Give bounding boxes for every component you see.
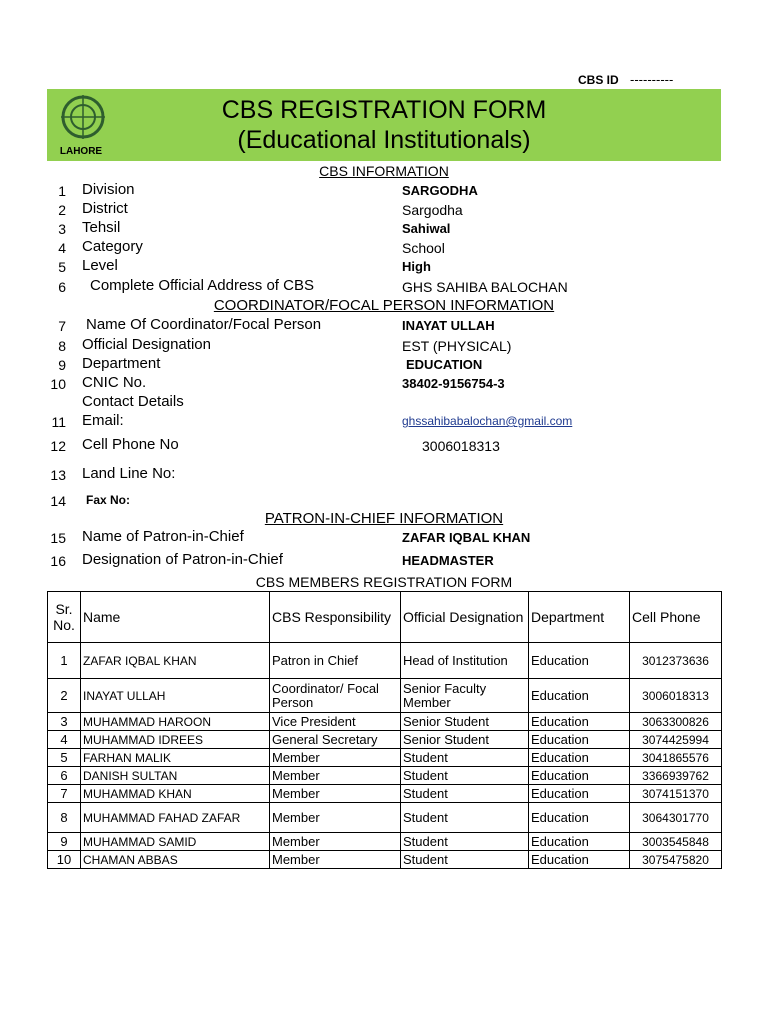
table-cell: MUHAMMAD FAHAD ZAFAR	[81, 803, 270, 833]
cbs-id-value: ----------	[630, 72, 674, 87]
field-label: Designation of Patron-in-Chief	[82, 551, 283, 568]
field-label: Fax No:	[86, 493, 131, 507]
table-cell: Education	[529, 713, 630, 731]
field-number: 7	[58, 318, 66, 334]
field-label: Contact Details	[82, 393, 184, 410]
table-header-row	[48, 592, 722, 643]
email-link[interactable]: ghssahibabalochan@gmail.com	[402, 414, 573, 428]
field-value: EDUCATION	[406, 357, 483, 372]
field-value: 38402-9156754-3	[402, 376, 505, 391]
table-cell: Student	[401, 803, 529, 833]
field-label: Name of Patron-in-Chief	[82, 528, 244, 545]
field-value: High	[402, 259, 431, 274]
table-row	[48, 803, 722, 833]
field-label: District	[82, 200, 128, 217]
field-number: 3	[58, 221, 66, 237]
section-coordinator: COORDINATOR/FOCAL PERSON INFORMATION	[213, 297, 555, 314]
form-title: CBS REGISTRATION FORM	[221, 96, 547, 124]
table-row	[48, 833, 722, 851]
table-row	[48, 713, 722, 731]
table-cell: Education	[529, 643, 630, 679]
cbs-id	[578, 72, 673, 87]
table-cell: 1	[48, 643, 81, 679]
field-number: 5	[58, 259, 66, 275]
table-header-cell: Department	[529, 592, 630, 643]
table-header-cell: Official Designation	[401, 592, 529, 643]
table-cell: 3012373636	[630, 643, 722, 679]
field-label: Complete Official Address of CBS	[90, 277, 314, 294]
table-cell: Senior Faculty Member	[401, 679, 529, 713]
field-number: 9	[58, 357, 66, 373]
header-band	[47, 89, 721, 161]
field-number: 8	[58, 338, 66, 354]
table-header-cell: Sr. No.	[48, 592, 81, 643]
table-cell: Education	[529, 679, 630, 713]
field-value: GHS SAHIBA BALOCHAN	[402, 279, 568, 295]
section-cbs-info: CBS INFORMATION	[319, 163, 449, 179]
table-cell: 3006018313	[630, 679, 722, 713]
field-number: 4	[58, 240, 66, 256]
table-cell: Education	[529, 749, 630, 767]
table-cell: Student	[401, 749, 529, 767]
table-cell: Student	[401, 833, 529, 851]
field-number: 10	[50, 376, 66, 392]
table-cell: Education	[529, 833, 630, 851]
table-cell: 3	[48, 713, 81, 731]
table-cell: Patron in Chief	[270, 643, 401, 679]
field-number: 6	[58, 279, 66, 295]
table-cell: 9	[48, 833, 81, 851]
field-label: CNIC No.	[82, 374, 147, 391]
field-number: 13	[50, 467, 66, 483]
table-cell: MUHAMMAD KHAN	[81, 785, 270, 803]
table-cell: Education	[529, 785, 630, 803]
field-value: SARGODHA	[402, 183, 478, 198]
field-value: School	[402, 240, 445, 256]
field-number: 11	[51, 414, 66, 430]
table-cell: 3063300826	[630, 713, 722, 731]
table-header-cell: Cell Phone	[630, 592, 722, 643]
table-cell: 6	[48, 767, 81, 785]
table-cell: CHAMAN ABBAS	[81, 851, 270, 869]
field-label: Email:	[82, 412, 124, 429]
table-cell: Member	[270, 785, 401, 803]
form-subtitle: (Educational Institutionals)	[237, 126, 531, 154]
table-cell: Education	[529, 731, 630, 749]
field-label: Division	[82, 181, 135, 198]
field-number: 12	[50, 438, 66, 454]
field-value: INAYAT ULLAH	[402, 318, 495, 333]
table-cell: Member	[270, 833, 401, 851]
table-cell: DANISH SULTAN	[81, 767, 270, 785]
table-cell: 3064301770	[630, 803, 722, 833]
table-cell: Head of Institution	[401, 643, 529, 679]
table-cell: MUHAMMAD IDREES	[81, 731, 270, 749]
table-cell: Senior Student	[401, 731, 529, 749]
table-cell: 2	[48, 679, 81, 713]
table-cell: INAYAT ULLAH	[81, 679, 270, 713]
field-label: Official Designation	[82, 336, 211, 353]
table-cell: 3366939762	[630, 767, 722, 785]
field-label: Department	[82, 355, 161, 372]
table-cell: 3075475820	[630, 851, 722, 869]
table-cell: Vice President	[270, 713, 401, 731]
table-header-cell: CBS Responsibility	[270, 592, 401, 643]
table-cell: 3041865576	[630, 749, 722, 767]
cbs-id-label: CBS ID	[578, 73, 619, 87]
table-cell: Senior Student	[401, 713, 529, 731]
table-cell: 4	[48, 731, 81, 749]
section-patron: PATRON-IN-CHIEF INFORMATION	[264, 510, 504, 527]
table-cell: 5	[48, 749, 81, 767]
field-value: ZAFAR IQBAL KHAN	[402, 530, 531, 545]
field-number: 1	[58, 183, 66, 199]
field-label: Land Line No:	[82, 465, 176, 482]
table-cell: Member	[270, 803, 401, 833]
table-cell: MUHAMMAD SAMID	[81, 833, 270, 851]
field-label: Name Of Coordinator/Focal Person	[86, 316, 322, 333]
table-row	[48, 643, 722, 679]
field-number: 2	[58, 202, 66, 218]
table-cell: 10	[48, 851, 81, 869]
field-label: Category	[82, 238, 143, 255]
field-value: EST (PHYSICAL)	[402, 338, 512, 354]
field-number: 16	[50, 553, 66, 569]
table-cell: General Secretary	[270, 731, 401, 749]
field-value: 3006018313	[422, 438, 500, 454]
table-cell: 3074425994	[630, 731, 722, 749]
field-label: Tehsil	[82, 219, 121, 236]
field-value: Sargodha	[402, 202, 463, 218]
table-row	[48, 679, 722, 713]
table-cell: 3074151370	[630, 785, 722, 803]
table-cell: Coordinator/ Focal Person	[270, 679, 401, 713]
field-number: 14	[50, 493, 66, 509]
field-value: HEADMASTER	[402, 553, 494, 568]
table-cell: Member	[270, 749, 401, 767]
table-header-cell: Name	[81, 592, 270, 643]
table-cell: 7	[48, 785, 81, 803]
table-cell: 3003545848	[630, 833, 722, 851]
field-label: Cell Phone No	[82, 436, 179, 453]
table-cell: Education	[529, 767, 630, 785]
table-cell: Member	[270, 851, 401, 869]
table-row	[48, 767, 722, 785]
table-cell: ZAFAR IQBAL KHAN	[81, 643, 270, 679]
table-row	[48, 851, 722, 869]
table-cell: Education	[529, 851, 630, 869]
table-row	[48, 731, 722, 749]
table-cell: FARHAN MALIK	[81, 749, 270, 767]
field-value: Sahiwal	[402, 221, 451, 236]
table-cell: Member	[270, 767, 401, 785]
table-cell: Student	[401, 851, 529, 869]
members-table	[47, 591, 722, 869]
table-cell: Education	[529, 803, 630, 833]
field-label: Level	[82, 257, 118, 274]
table-row	[48, 749, 722, 767]
table-cell: MUHAMMAD HAROON	[81, 713, 270, 731]
logo-text: LAHORE	[59, 146, 103, 157]
table-cell: Student	[401, 767, 529, 785]
table-row	[48, 785, 722, 803]
table-cell: 8	[48, 803, 81, 833]
field-number: 15	[50, 530, 66, 546]
section-members: CBS MEMBERS REGISTRATION FORM	[255, 574, 513, 590]
table-cell: Student	[401, 785, 529, 803]
